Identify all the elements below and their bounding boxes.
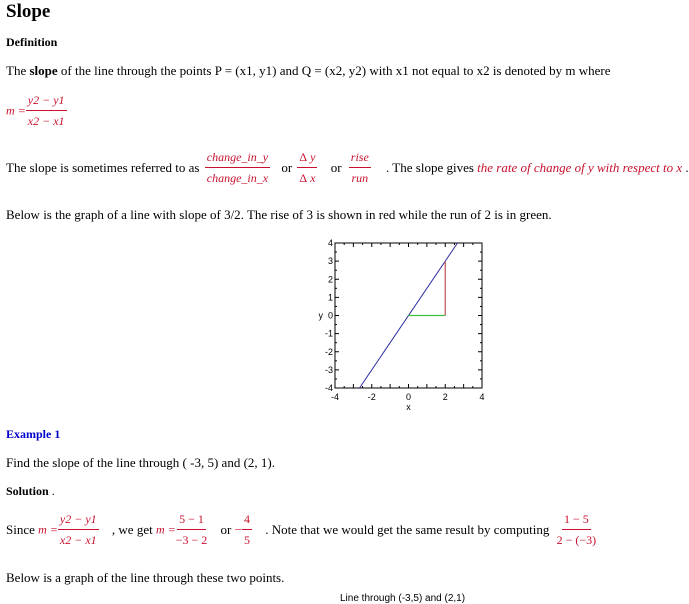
y-tick-label: 3: [327, 256, 333, 267]
y-tick-label: 4: [327, 238, 333, 248]
definition-heading: Definition: [6, 35, 58, 49]
below-text: Below is a graph of the line through these two points.: [6, 570, 285, 585]
x-axis-label: x: [406, 402, 411, 412]
y-tick-label: 0: [327, 310, 333, 321]
next-graph-caption: Line through (-3,5) and (2,1): [340, 593, 466, 604]
solution-line: Since m = $\frac{y2 - y1}{x2 - x1}$ , we get m = $\frac{5 - 1}{-3 - 2}$ or − $\frac{4}{5}$ . Note that we would get the same result by computing $\frac{1 - 5}{2 - (-3)}$: [6, 512, 597, 547]
slope-aliases: The slope is sometimes referred to as $\frac{\text{change\_in\_y}}{\text{change\_in\_x}}$ or $\frac{\text{Δ y}}{\text{Δ x}}$ or $\frac{\text{rise}}{\text{run}}$ . The slope gives the rate of change of y with respect to x .: [6, 150, 689, 185]
graph-intro: Below is the graph of a line with slope of 3/2. The rise of 3 is shown in red while the run of 2 is in green.: [6, 207, 552, 222]
x-tick-label: 0: [405, 392, 412, 402]
y-tick-label: -3: [324, 364, 333, 375]
example-heading: Example 1: [6, 427, 61, 441]
definition-text: The slope of the line through the points P = (x1, y1) and Q = (x2, y2) with x1 not equal to x2 is denoted by m where: [6, 63, 611, 78]
slope-formula: m = $\frac{y2 - y1}{x2 - x1}$: [6, 93, 65, 128]
y-tick-label: -4: [324, 383, 333, 393]
example-text: Find the slope of the line through ( -3, 5) and (2, 1).: [6, 455, 275, 470]
y-tick-label: -2: [324, 346, 333, 357]
y-axis-label: y: [318, 310, 323, 321]
y-tick-label: 2: [327, 274, 333, 285]
y-tick-label: -1: [324, 328, 333, 339]
y-tick-label: 1: [327, 292, 333, 303]
solution-heading: Solution .: [6, 484, 55, 498]
page-title: Slope: [6, 1, 51, 22]
x-tick-label: -2: [367, 392, 376, 402]
x-tick-label: 4: [479, 392, 485, 402]
x-tick-label: -4: [330, 392, 340, 402]
slope-graph: [300, 232, 500, 417]
x-tick-label: 2: [442, 392, 448, 402]
